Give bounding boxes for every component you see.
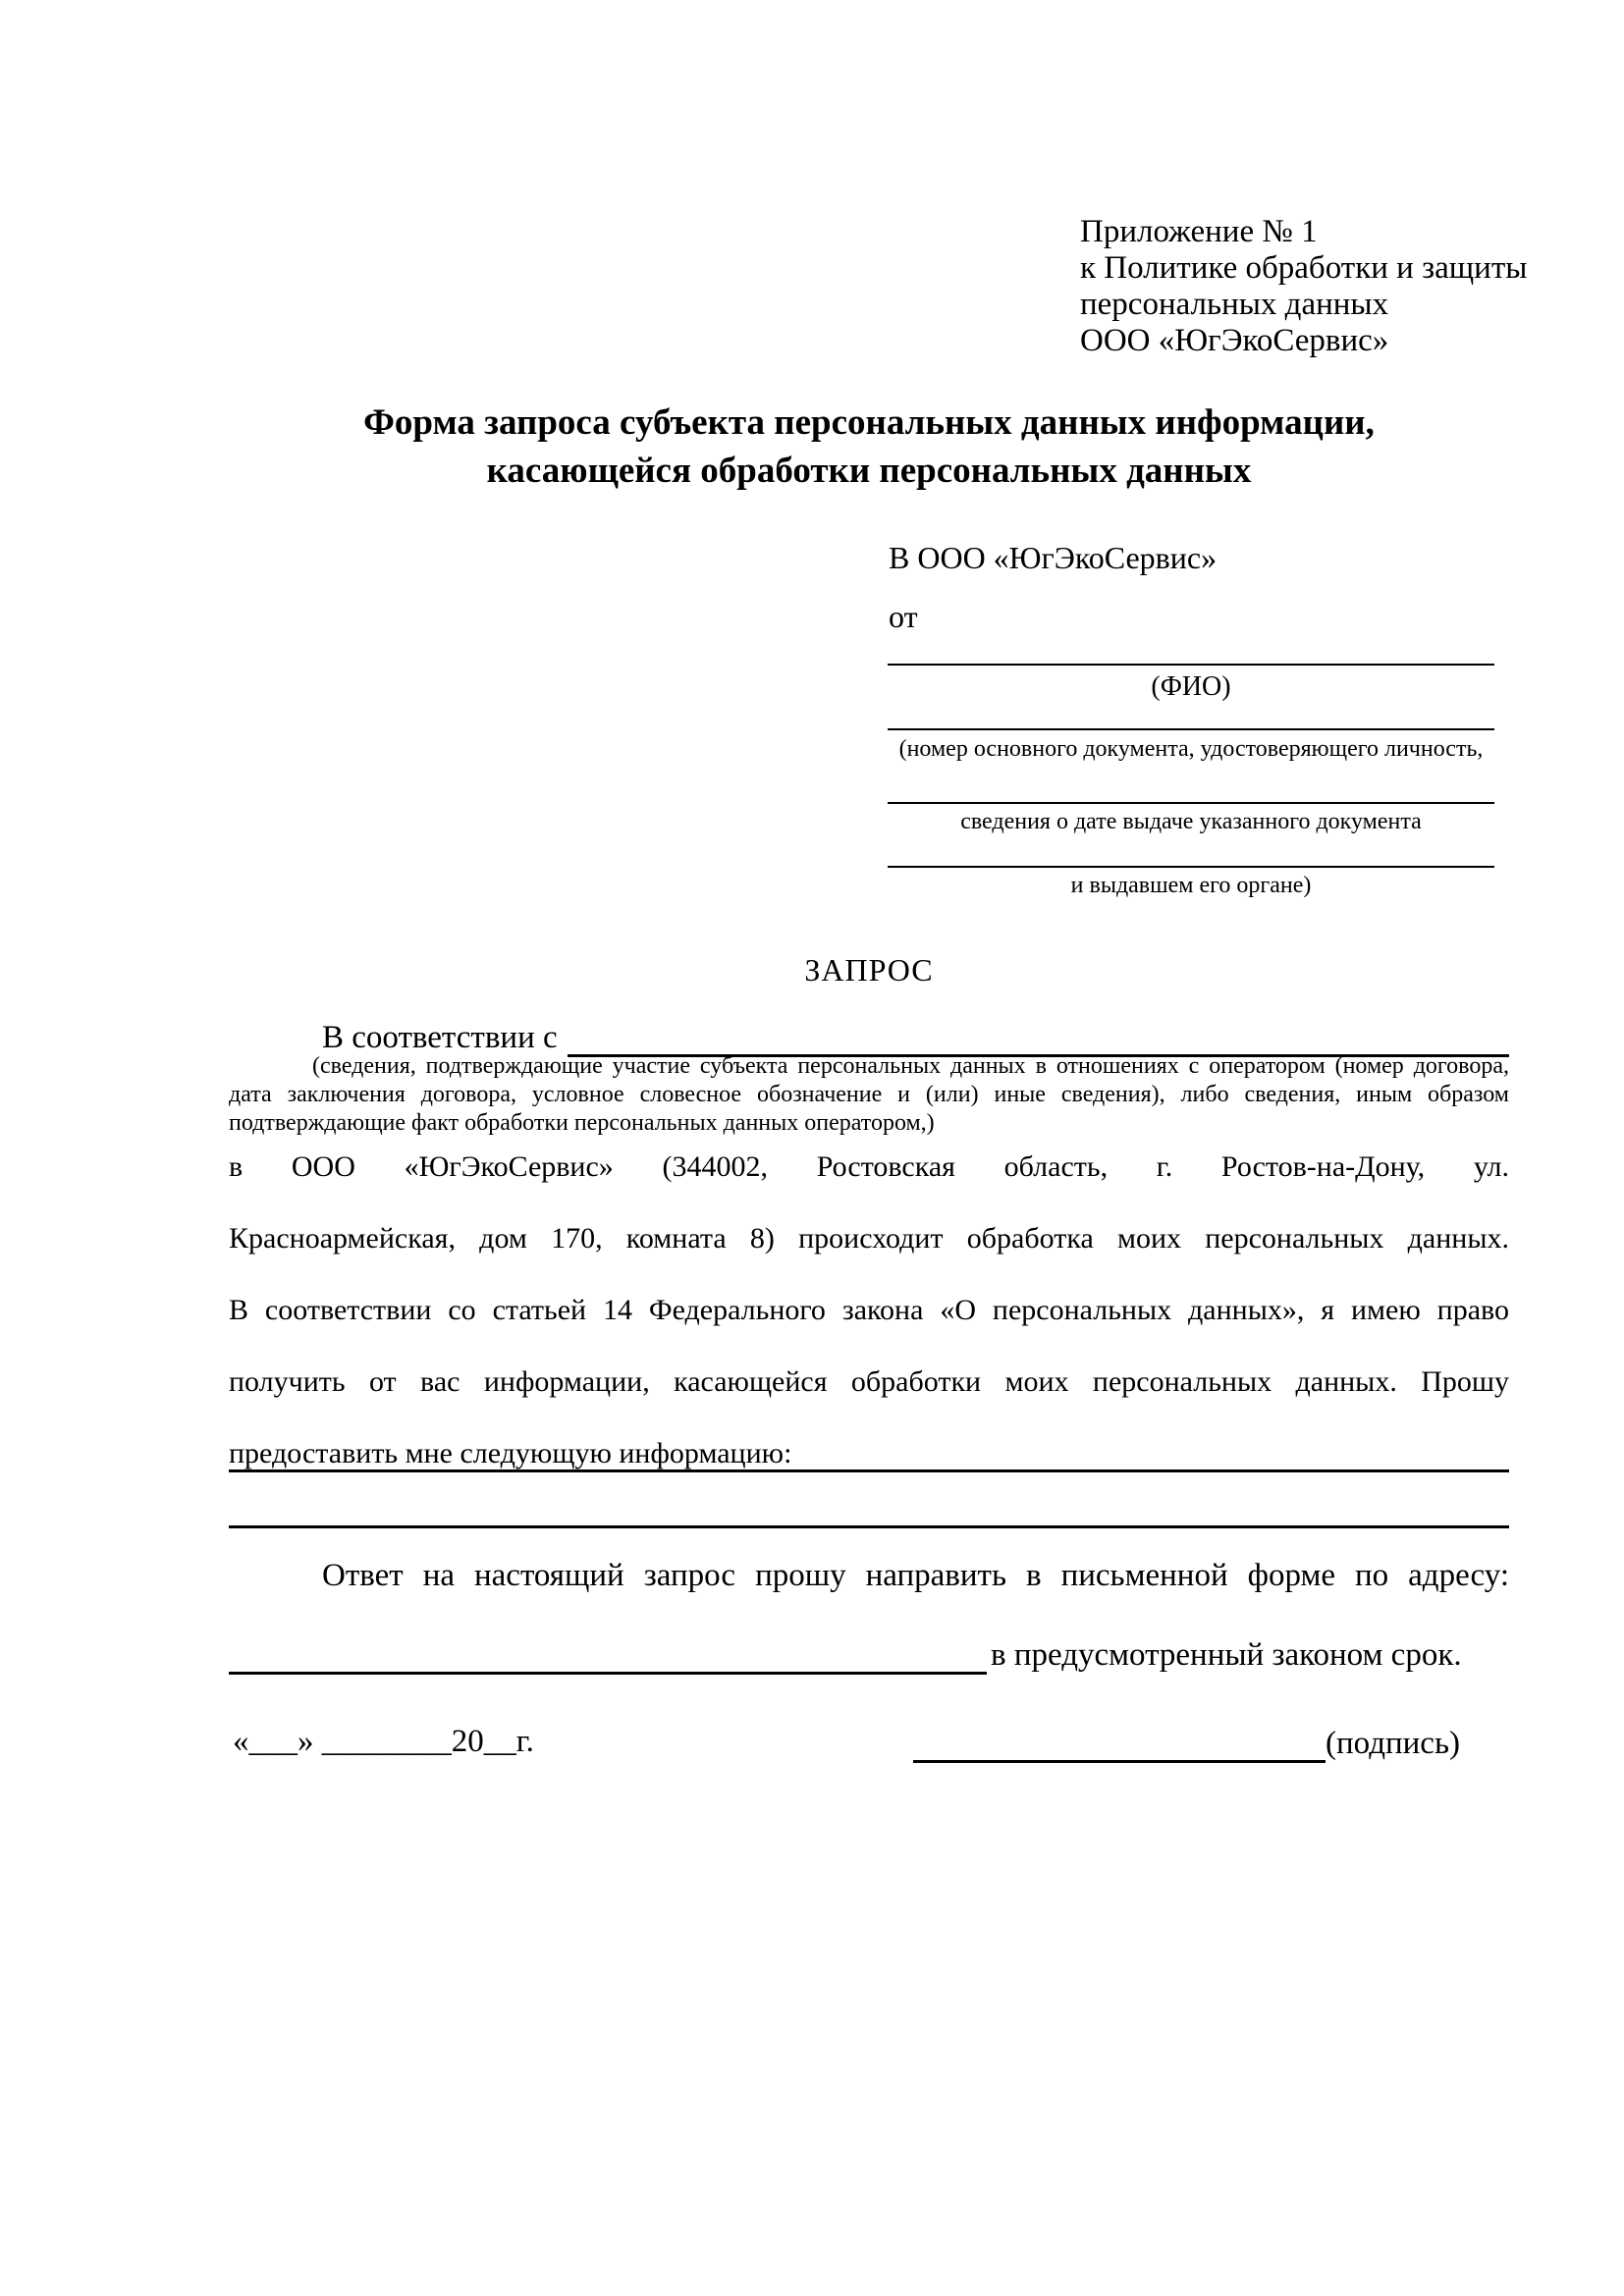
from-label: от [889,599,918,634]
issue-date-field-line[interactable] [888,802,1494,804]
request-heading: ЗАПРОС [804,952,934,988]
body-line: В соответствии со статьей 14 Федерального закона «О персональных данных», я имею право [229,1294,1509,1326]
basis-label: В соответствии с [322,1020,558,1055]
body-line: в ООО «ЮгЭкоСервис» (344002, Ростовская область, г. Ростов-на-Дону, ул. [229,1150,1509,1183]
basis-field-line[interactable] [568,1017,1509,1057]
requested-info-field-line[interactable] [229,1469,1509,1472]
annex-header [1080,214,1542,359]
annex-header-line: к Политике обработки и защиты [1080,250,1528,286]
annex-header-line: ООО «ЮгЭкоСервис» [1080,323,1389,358]
document-number-field-line[interactable] [888,728,1494,730]
requested-info-field-line[interactable] [229,1525,1509,1528]
document-number-field-caption: (номер основного документа, удостоверяющего личность, [898,736,1484,762]
reply-address-field-line[interactable] [229,1634,987,1675]
signature-row [913,1720,1460,1763]
reply-address-row [229,1631,1509,1675]
date-field[interactable]: «___» ________20__г. [233,1724,534,1759]
issuing-authority-field-caption: и выдавшем его органе) [1070,873,1312,898]
body-line: Красноармейская, дом 170, комната 8) происходит обработка моих персональных данных. [229,1222,1509,1255]
body-paragraph [229,1131,1509,1489]
issuing-authority-field-line[interactable] [888,866,1494,868]
reply-paragraph: Ответ на настоящий запрос прошу направить в письменной форме по адресу: [322,1558,1509,1593]
basis-footnote: (сведения, подтверждающие участие субъекта персональных данных в отношениях с оператором (номер договора, дата заключения договора, условное словесное обозначение и (или) иные сведения), либо сведения, иным образом подтверждающие факт обработки персональных данных оператором,) [229,1053,1509,1136]
document-title-line: Форма запроса субъекта персональных данных информации, [363,402,1375,443]
document-title-line: касающейся обработки персональных данных [486,451,1252,491]
issue-date-field-caption: сведения о дате выдаче указанного документа [960,809,1422,834]
body-line: предоставить мне следующую информацию: [229,1437,792,1469]
document-title [229,399,1509,495]
signature-field-line[interactable] [913,1723,1326,1763]
fio-field-caption: (ФИО) [1151,671,1231,702]
reply-deadline-text: в предусмотренный законом срок. [991,1637,1462,1673]
recipient-organization: В ООО «ЮгЭкоСервис» [889,540,1218,575]
annex-header-line: Приложение № 1 [1080,214,1318,249]
basis-row [229,1014,1509,1057]
body-line: получить от вас информации, касающейся обработки моих персональных данных. Прошу [229,1365,1509,1398]
signature-caption: (подпись) [1326,1726,1460,1761]
annex-header-line: персональных данных [1080,287,1389,322]
fio-field-line[interactable] [888,664,1494,666]
